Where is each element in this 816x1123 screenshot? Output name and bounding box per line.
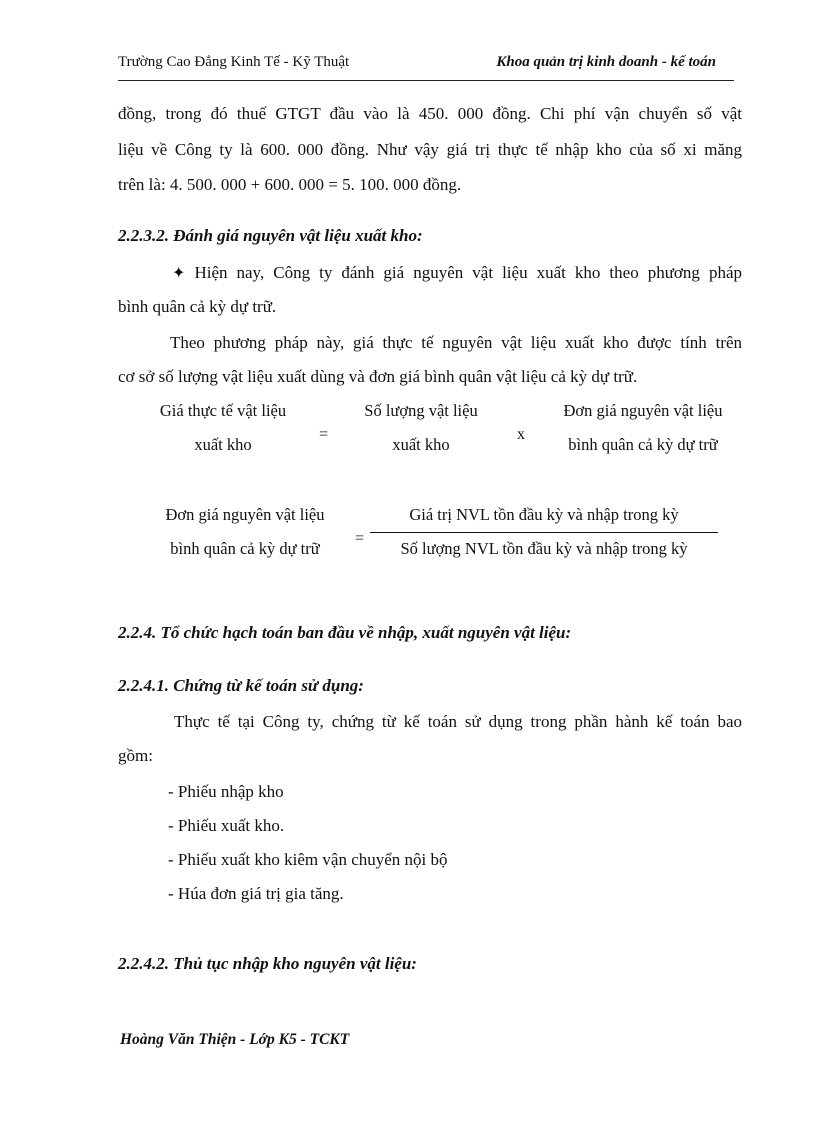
fraction-bar	[370, 532, 718, 533]
heading-2-2-4: 2.2.4. Tổ chức hạch toán ban đầu về nhập, xuất nguyên vật liệu:	[118, 623, 572, 642]
formula1-equals: =	[319, 426, 329, 443]
formula1-right-line1: Đơn giá nguyên vật liệu	[563, 401, 723, 420]
formula1-left-line1: Giá thực tế vật liệu	[159, 401, 287, 420]
list-item: - Phiếu xuất kho.	[168, 816, 285, 835]
heading-2-2-4-1: 2.2.4.1. Chứng từ kế toán sử dụng:	[118, 676, 364, 695]
list-item: - Húa đơn giá trị gia tăng.	[168, 884, 344, 903]
formula2-left-line1: Đơn giá nguyên vật liệu	[165, 505, 325, 524]
formula1-middle-line2: xuất kho	[392, 435, 450, 454]
para3-line2: cơ sở số lượng vật liệu xuất dùng và đơn giá bình quân vật liệu cả kỳ dự trữ.	[118, 367, 638, 386]
formula2-equals: =	[355, 530, 365, 547]
formula2-denominator: Số lượng NVL tồn đầu kỳ và nhập trong kỳ	[400, 539, 688, 558]
para2-line1	[172, 263, 742, 283]
heading-2-2-4-2: 2.2.4.2. Thủ tục nhập kho nguyên vật liệu:	[118, 954, 417, 973]
para4-line1: Thực tế tại Công ty, chứng từ kế toán sử dụng trong phần hành kế toán bao	[174, 712, 742, 731]
star-bullet-icon: ✦	[172, 265, 186, 282]
formula1-right-line2: bình quân cả kỳ dự trữ	[568, 435, 718, 454]
formula1-left-line2: xuất kho	[194, 435, 252, 454]
formula1-multiply: x	[517, 426, 525, 443]
para1-line1: đồng, trong đó thuế GTGT đầu vào là 450. 000 đồng. Chi phí vận chuyển số vật	[118, 104, 742, 123]
page-footer: Hoàng Văn Thiện - Lớp K5 - TCKT	[120, 1031, 350, 1048]
heading-2-2-3-2: 2.2.3.2. Đánh giá nguyên vật liệu xuất kho:	[118, 226, 423, 245]
formula2-numerator: Giá trị NVL tồn đầu kỳ và nhập trong kỳ	[409, 505, 679, 524]
formula1-middle-line1: Số lượng vật liệu	[364, 401, 478, 420]
formula2-left-line2: bình quân cả kỳ dự trữ	[170, 539, 320, 558]
list-item: - Phiếu nhập kho	[168, 782, 284, 801]
header-school: Trường Cao Đẳng Kinh Tế - Kỹ Thuật	[118, 54, 350, 70]
header-faculty: Khoa quản trị kinh doanh - kế toán	[496, 54, 716, 70]
list-item: - Phiếu xuất kho kiêm vận chuyển nội bộ	[168, 850, 448, 869]
para3-line1: Theo phương pháp này, giá thực tế nguyên vật liệu xuất kho được tính trên	[170, 333, 742, 352]
para4-line2: gồm:	[118, 746, 153, 765]
para2-line2: bình quân cả kỳ dự trữ.	[118, 297, 277, 316]
page-header	[118, 54, 734, 81]
para1-line2: liệu về Công ty là 600. 000 đồng. Như vậy giá trị thực tế nhập kho của số xi măng	[118, 140, 742, 159]
para2-line1-text: Hiện nay, Công ty đánh giá nguyên vật liệu xuất kho theo phương pháp	[194, 263, 742, 282]
para1-line3: trên là: 4. 500. 000 + 600. 000 = 5. 100. 000 đồng.	[118, 175, 462, 194]
